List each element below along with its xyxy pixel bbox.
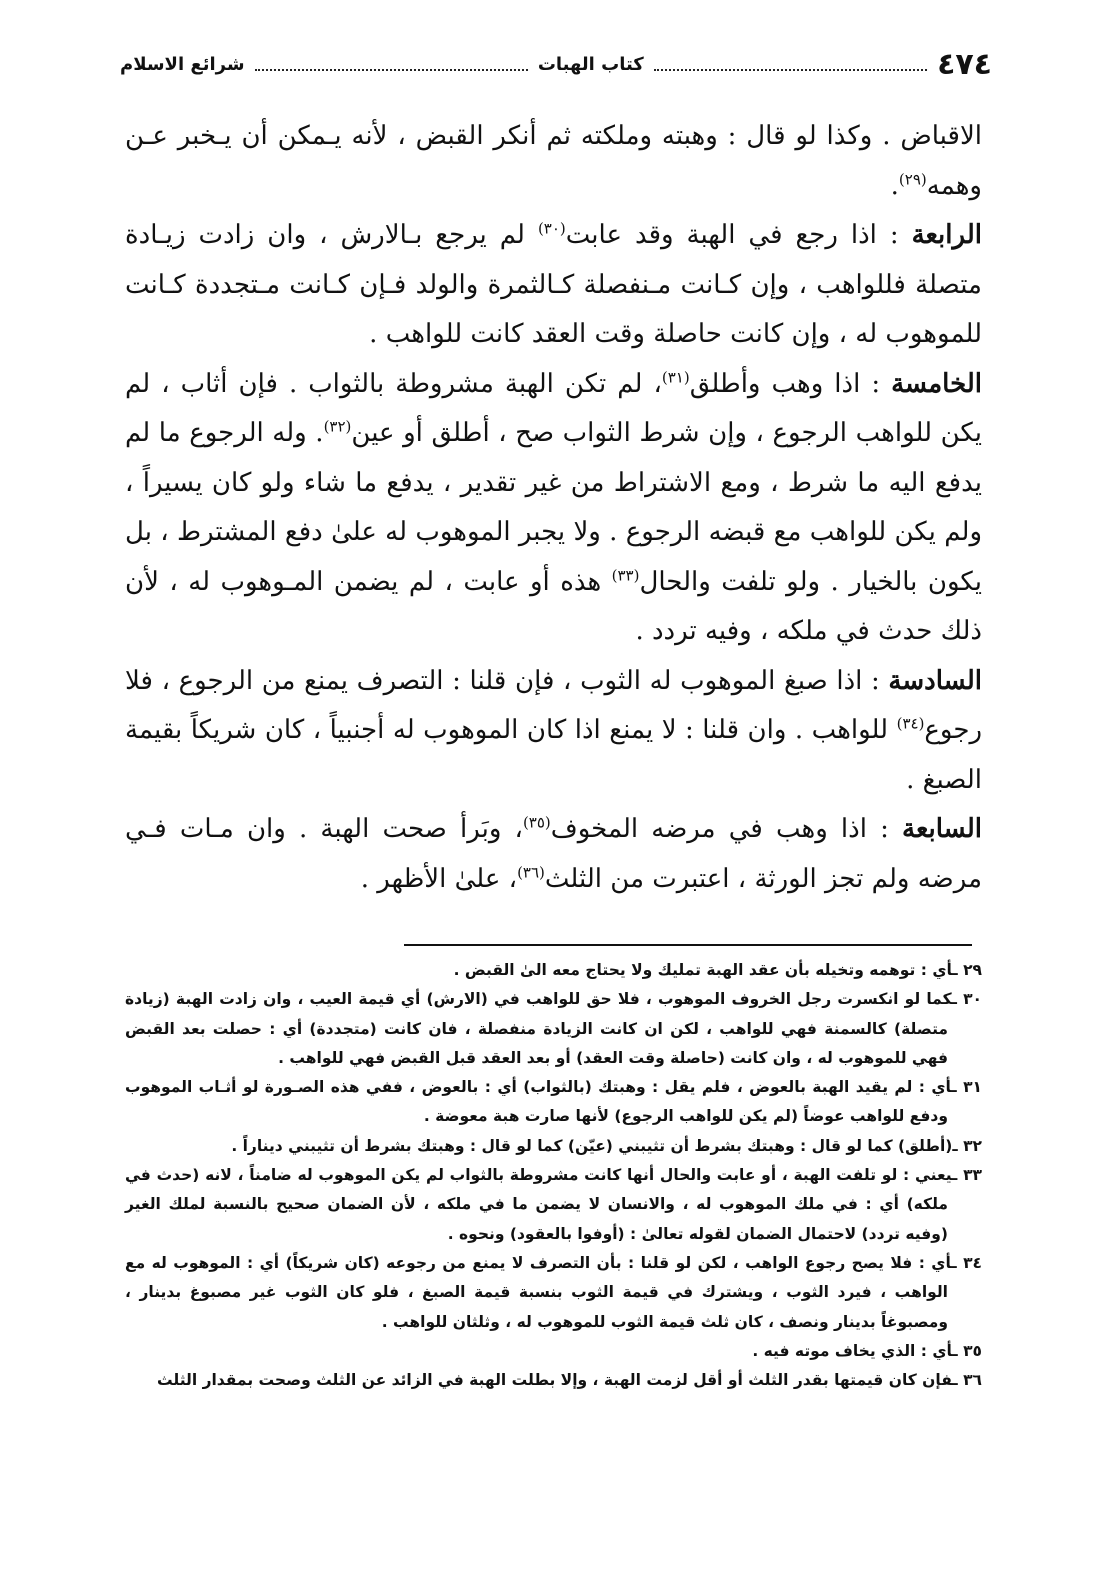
section-heading: الخامسة — [891, 368, 983, 399]
footnote: ٣٥ ـأي : الذي يخاف موته فيه . — [752, 1341, 982, 1360]
paragraph-continuation: الاقباض . وكذا لو قال : وهبته وملكته ثم أنكر القبض ، لأنه يـمكن أن يـخبر عـن وهمه$^{(٢٩)}$. — [125, 121, 982, 201]
header-dotted-leader — [255, 69, 528, 71]
footnote-ref[interactable]: (٢٩) — [898, 169, 927, 188]
footnote-ref[interactable]: (٣٢) — [323, 417, 352, 436]
footnote-ref[interactable]: (٣٣) — [611, 565, 640, 584]
footnote: ٣٣ ـيعني : لو تلفت الهبة ، أو عابت والحال أنها كانت مشروطة بالثواب لم يكن الموهوب له ضامناً ، لانه (حدث في ملكه) أي : في ملك الموهوب له ، والانسان لا يضمن ما في ملكه ، لأن الضمان صحيح بالنسبة لملك الغير (وفيه تردد) لاحتمال الضمان لقوله تعالىٰ : (أوفوا بالعقود) ونحوه . — [125, 1166, 982, 1243]
section-heading: السادسة — [888, 665, 982, 696]
section-heading: الرابعة — [911, 220, 982, 250]
paragraph-sixth: السادسة : اذا صبغ الموهوب له الثوب ، فإن قلنا : التصرف يمنع من الرجوع ، فلا رجوع$^{(٣٤)}$ للواهب . وان قلنا : لا يمنع اذا كان الموهوب له أجنبياً ، كان شريكاً بقيمة الصبغ . — [125, 665, 982, 795]
footnote: ٢٩ ـأي : توهمه وتخيله بأن عقد الهبة تمليك ولا يحتاج معه الىٰ القبض . — [453, 961, 982, 979]
footnote-ref[interactable]: (٣١) — [661, 367, 690, 386]
footnote-divider — [404, 944, 972, 946]
footnote-ref[interactable]: (٣٤) — [896, 714, 925, 733]
header-dotted-leader — [654, 69, 927, 71]
page-number: ٤٧٤ — [937, 46, 992, 82]
paragraph-seventh: السابعة : اذا وهب في مرضه المخوف$^{(٣٥)}$، وبَرأ صحت الهبة . وان مـات فـي مرضه ولم تجز الورثة ، اعتبرت من الثلث$^{(٣٦)}$، علىٰ الأظهر . — [125, 813, 982, 894]
footnotes — [125, 956, 982, 1395]
footnote-ref[interactable]: (٣٦) — [517, 862, 545, 881]
paragraph-fifth: الخامسة : اذا وهب وأطلق$^{(٣١)}$، لم تكن الهبة مشروطة بالثواب . فإن أثاب ، لم يكن للواهب الرجوع ، وإن شرط الثواب صح ، أطلق أو عين$^{(٣٢)}$. وله الرجوع ما لم يدفع اليه ما شرط ، ومع الاشتراط من غير تقدير ، يدفع ما شاء ولو كان يسيراً ، ولم يكن للواهب مع قبضه الرجوع . ولا يجبر الموهوب له علىٰ دفع المشترط ، بل يكون بالخيار . ولو تلفت والحال$^{(٣٣)}$ هذه أو عابت ، لم يضمن المـوهوب له ، لأن ذلك حدث في ملكه ، وفيه تردد . — [125, 367, 983, 646]
running-header — [120, 44, 992, 84]
footnote: ٣٤ ـأي : فلا يصح رجوع الواهب ، لكن لو قلنا : بأن التصرف لا يمنع من رجوعه (كان شريكاً) أي : الموهوب له مع الواهب ، فيرد الثوب ، ويشترك في قيمة الثوب بنسبة قيمة الصبغ ، فلو كان الثوب غير مصبوغ بدينار ، ومصبوغاً بدينار ونصف ، كان ثلث قيمة الثوب للموهوب له ، وثلثان للواهب . — [125, 1253, 982, 1331]
section-heading: السابعة — [902, 814, 982, 844]
footnote: ٣١ ـأي : لم يقيد الهبة بالعوض ، فلم يقل : وهبتك (بالثواب) أي : بالعوض ، ففي هذه الصـورة لو أثـاب الموهوب ودفع للواهب عوضاً (لم يكن للواهب الرجوع) لأنها صارت هبة معوضة . — [125, 1078, 982, 1126]
footnote: ٣٠ ـكما لو انكسرت رجل الخروف الموهوب ، فلا حق للواهب في (الارش) أي قيمة العيب ، وان زادت الهبة (زيادة متصلة) كالسمنة فهي للواهب ، لكن ان كانت الزيادة منفصلة ، فان كانت (متجددة) أي : حصلت بعد القبض فهي للموهوب له ، وان كانت (حاصلة وقت العقد) أو بعد العقد قبل القبض فهي للواهب . — [125, 990, 982, 1067]
main-text — [125, 112, 982, 904]
book-title: شرائع الاسلام — [120, 53, 245, 75]
footnote: ٣٢ ـ(أطلق) كما لو قال : وهبتك بشرط أن تثيبني (عيّن) كما لو قال : وهبتك بشرط أن تثيبني ديناراً . — [231, 1136, 982, 1155]
chapter-title: كتاب الهبات — [537, 53, 644, 75]
footnote-ref[interactable]: (٣٥) — [522, 813, 551, 832]
footnote-ref[interactable]: (٣٠) — [537, 219, 566, 238]
paragraph-fourth: الرابعة : اذا رجع في الهبة وقد عابت$^{(٣٠)}$ لم يرجع بـالارش ، وان زادت زيـادة متصلة فللواهب ، وإن كـانت مـنفصلة كـالثمرة والولد فـإن كـانت مـتجددة كـانت للموهوب له ، وإن كانت حاصلة وقت العقد كانت للواهب . — [125, 219, 982, 349]
footnote: ٣٦ ـفإن كان قيمتها بقدر الثلث أو أقل لزمت الهبة ، وإلا بطلت الهبة في الزائد عن الثلث وصحت بمقدار الثلث — [156, 1371, 982, 1390]
